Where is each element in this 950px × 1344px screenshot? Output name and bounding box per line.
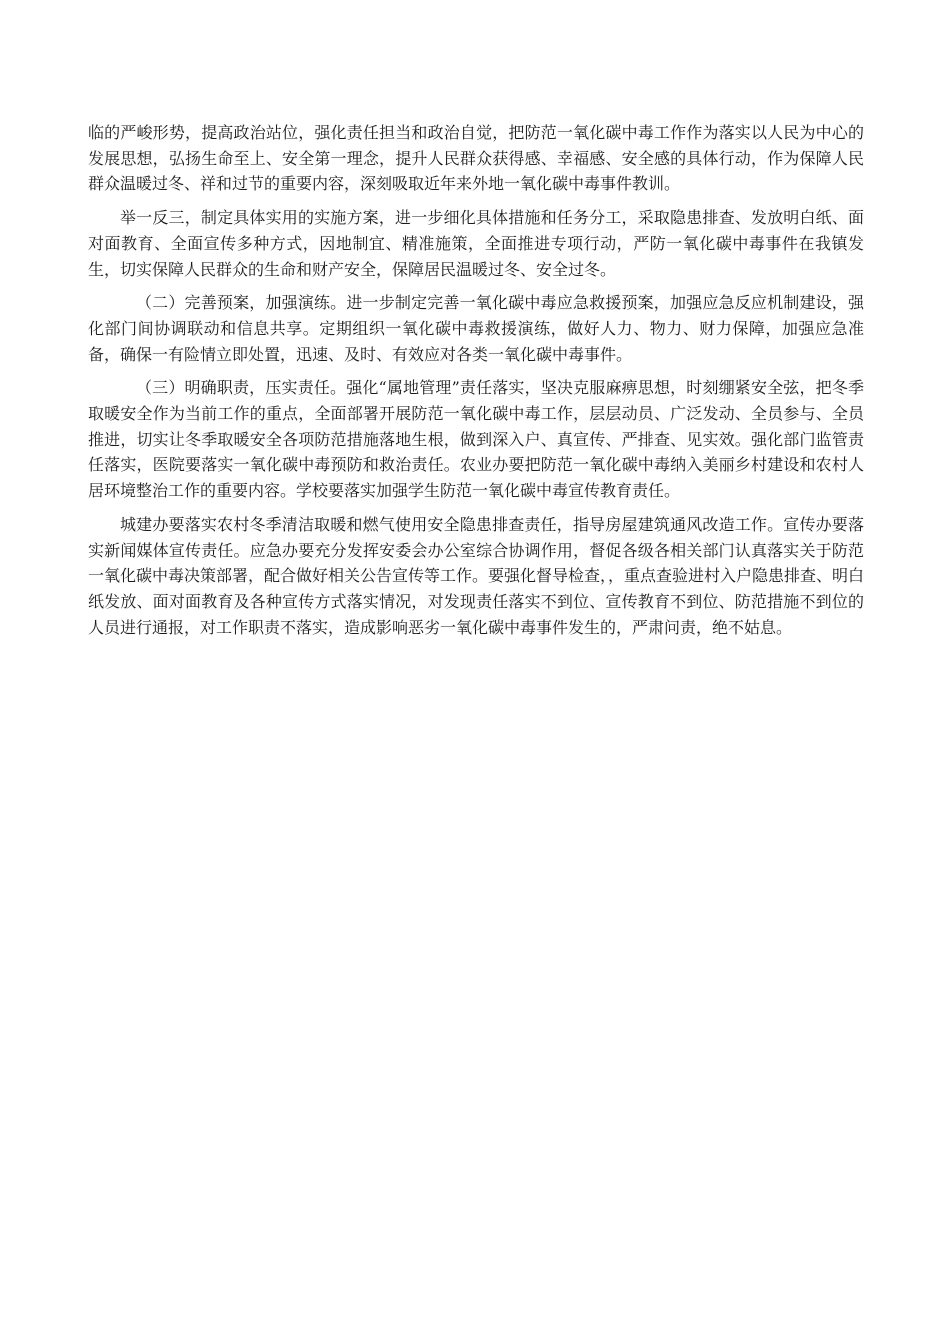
paragraph-section-three: （三）明确职责，压实责任。强化“属地管理”责任落实，坚决克服麻痹思想，时刻绷紧安全弦，把冬季取暖安全作为当前工作的重点，全面部署开展防范一氧化碳中毒工作，层层动员、广泛发动、全员参与、全员推进，切实让冬季取暖安全各项防范措施落地生根，做到深入户、真宣传、严排查、见实效。强化部门监管责任落实，医院要落实一氧化碳中毒预防和救治责任。农业办要把防范一氧化碳中毒纳入美丽乡村建设和农村人居环境整治工作的重要内容。学校要落实加强学生防范一氧化碳中毒宣传教育责任。 xyxy=(88,378,864,501)
paragraph-section-two: （二）完善预案，加强演练。进一步制定完善一氧化碳中毒应急救援预案，加强应急反应机制建设，强化部门间协调联动和信息共享。定期组织一氧化碳中毒救援演练，做好人力、物力、财力保障，加强应急准备，确保一有险情立即处置，迅速、及时、有效应对各类一氧化碳中毒事件。 xyxy=(88,293,864,364)
paragraph-continuation: 临的严峻形势，提高政治站位，强化责任担当和政治自觉，把防范一氧化碳中毒工作作为落实以人民为中心的发展思想，弘扬生命至上、安全第一理念，提升人民群众获得感、幸福感、安全感的具体行动，作为保障人民群众温暖过冬、祥和过节的重要内容，深刻吸取近年来外地一氧化碳中毒事件教训。 xyxy=(88,123,864,194)
document-body xyxy=(88,120,864,640)
paragraph-implementation-plan: 举一反三，制定具体实用的实施方案，进一步细化具体措施和任务分工，采取隐患排查、发放明白纸、面对面教育、全面宣传多种方式，因地制宜、精准施策，全面推进专项行动，严防一氧化碳中毒事件在我镇发生，切实保障人民群众的生命和财产安全，保障居民温暖过冬、安全过冬。 xyxy=(88,208,864,279)
paragraph-department-duties: 城建办要落实农村冬季清洁取暖和燃气使用安全隐患排查责任，指导房屋建筑通风改造工作。宣传办要落实新闻媒体宣传责任。应急办要充分发挥安委会办公室综合协调作用，督促各级各相关部门认真落实关于防范一氧化碳中毒决策部署，配合做好相关公告宣传等工作。要强化督导检查，，重点查验进村入户隐患排查、明白纸发放、面对面教育及各种宣传方式落实情况，对发现责任落实不到位、宣传教育不到位、防范措施不到位的人员进行通报，对工作职责不落实，造成影响恶劣一氧化碳中毒事件发生的，严肃问责，绝不姑息。 xyxy=(88,514,865,637)
